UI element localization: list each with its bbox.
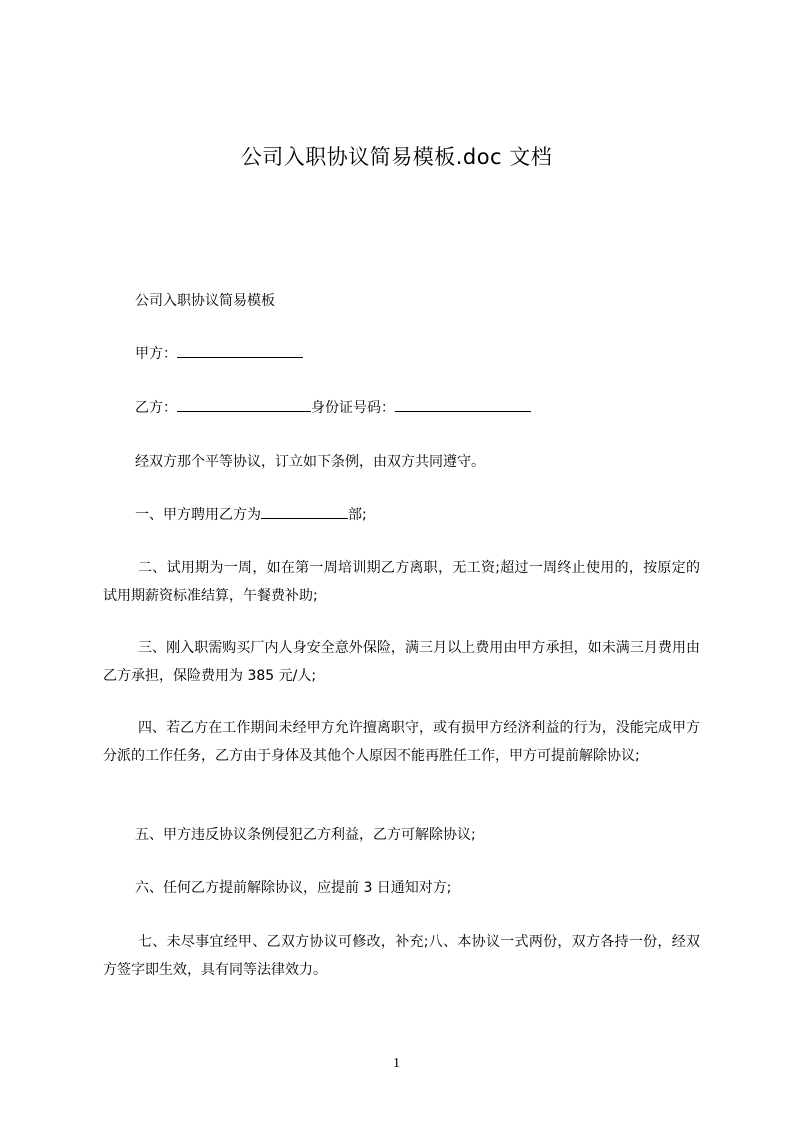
page-title: 公司入职协议简易模板.doc 文档	[240, 145, 553, 169]
clause-1-blank	[261, 504, 348, 519]
clause-1-suffix: 部;	[348, 507, 367, 523]
party-b-blank	[177, 397, 311, 412]
party-b-label: 乙方：	[135, 400, 177, 416]
clause-7: 七、未尽事宜经甲、乙双方协议可修改，补充;八、本协议一式两份，双方各持一份，经双方签字即生效，具有同等法律效力。	[103, 934, 700, 978]
intro-paragraph: 经双方那个平等协议，订立如下条例，由双方共同遵守。	[135, 454, 485, 470]
clause-1-prefix: 一、甲方聘用乙方为	[135, 507, 261, 523]
party-a-line	[103, 340, 700, 368]
party-a-label: 甲方：	[135, 346, 177, 362]
id-label: 身份证号码：	[311, 400, 395, 416]
clause-1	[103, 501, 700, 529]
clause-2: 二、试用期为一周，如在第一周培训期乙方离职，无工资;超过一周终止使用的，按原定的试用期薪资标准结算，午餐费补助;	[103, 560, 700, 604]
party-a-blank	[177, 343, 303, 358]
clause-3: 三、刚入职需购买厂内人身安全意外保险，满三月以上费用由甲方承担，如未满三月费用由乙方承担，保险费用为 385 元/人;	[103, 640, 700, 684]
subtitle: 公司入职协议简易模板	[135, 293, 275, 309]
id-blank	[395, 397, 531, 412]
clause-5: 五、甲方违反协议条例侵犯乙方利益，乙方可解除协议;	[135, 827, 476, 843]
party-b-line	[103, 394, 700, 422]
clause-4: 四、若乙方在工作期间未经甲方允许擅离职守，或有损甲方经济利益的行为，没能完成甲方分派的工作任务，乙方由于身体及其他个人原因不能再胜任工作，甲方可提前解除协议;	[103, 720, 700, 764]
clause-6: 六、任何乙方提前解除协议，应提前 3 日通知对方;	[135, 880, 452, 896]
page-number: 1	[393, 1056, 400, 1071]
